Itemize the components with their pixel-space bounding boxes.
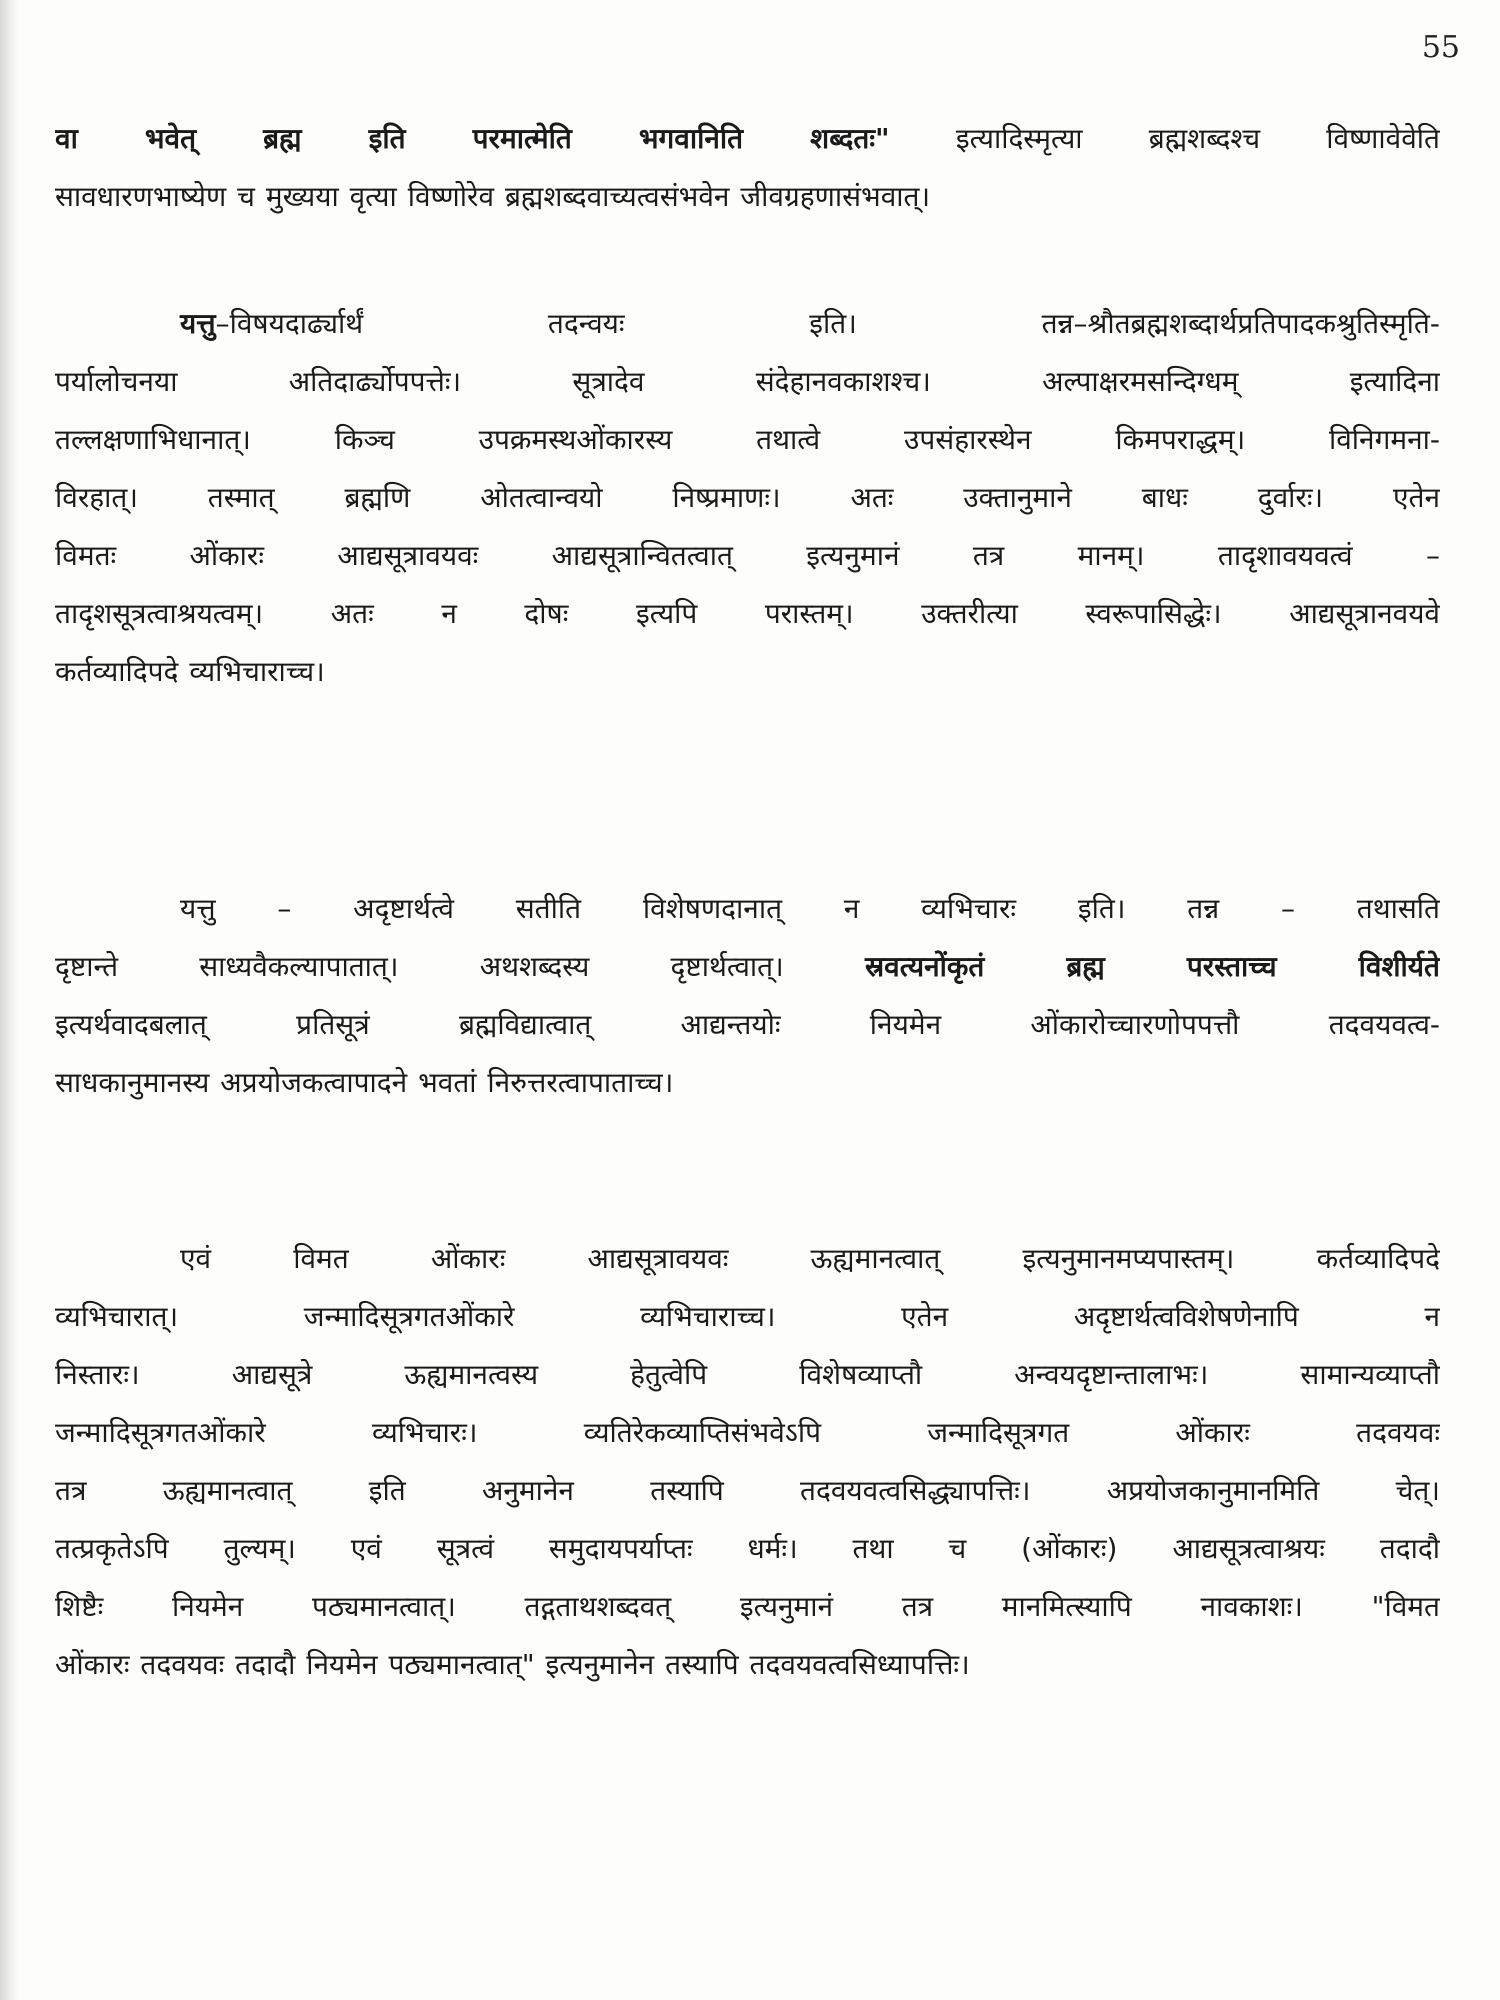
page-edge-shadow <box>0 0 18 2000</box>
paragraph-line: शिष्टैः नियमेन पठ्यमानत्वात्। तद्गताथशब्दवत् इत्यनुमानं तत्र मानमित्स्यापि नावकाशः। "विमत <box>55 1590 1440 1623</box>
bold-lead-word: यत्तु <box>180 307 216 340</box>
paragraph-line: तल्लक्षणाभिधानात्। किञ्च उपक्रमस्थओंकारस्य तथात्वे उपसंहारस्थेन किमपराद्धम्। विनिगमना- <box>55 423 1440 456</box>
paragraph-2 <box>55 295 1440 701</box>
paragraph-line <box>55 295 1440 353</box>
paragraph-line: विरहात्। तस्मात् ब्रह्मणि ओतत्वान्वयो निष्प्रमाणः। अतः उक्तानुमाने बाधः दुर्वारः। एतेन <box>55 481 1440 514</box>
paragraph-line: तत्प्रकृतेऽपि तुल्यम्। एवं सूत्रत्वं समुदायपर्याप्तः धर्मः। तथा च (ओंकारः) आद्यसूत्रत्वाश्रयः तदादौ <box>55 1532 1440 1565</box>
paragraph-line <box>55 938 1440 996</box>
paragraph-4 <box>55 1230 1440 1694</box>
paragraph-line: तादृशसूत्रत्वाश्रयत्वम्। अतः न दोषः इत्यपि परास्तम्। उक्तरीत्या स्वरूपासिद्धेः। आद्यसूत्रानवयवे <box>55 597 1440 630</box>
paragraph-line: एवं विमत ओंकारः आद्यसूत्रावयवः ऊह्यमानत्वात् इत्यनुमानमप्यपास्तम्। कर्तव्यादिपदे <box>180 1242 1440 1275</box>
paragraph-line: जन्मादिसूत्रगतओंकारे व्यभिचारः। व्यतिरेकव्याप्तिसंभवेऽपि जन्मादिसूत्रगत ओंकारः तदवयवः <box>55 1416 1440 1449</box>
paragraph-line: साधकानुमानस्य अप्रयोजकत्वापादने भवतां निरुत्तरत्वापाताच्च। <box>55 1066 674 1099</box>
line-text: –विषयदार्ढ्यार्थं तदन्वयः इति। तन्न–श्रौतब्रह्मशब्दार्थप्रतिपादकश्रुतिस्मृति- <box>215 307 1440 340</box>
paragraph-line: पर्यालोचनया अतिदार्ढ्योपपत्तेः। सूत्रादेव संदेहानवकाशश्च। अल्पाक्षरमसन्दिग्धम् इत्यादिना <box>55 365 1440 398</box>
bold-quote-text: स्रवत्यनोंकृतं ब्रह्म परस्ताच्च विशीर्यते <box>864 950 1440 983</box>
line-text: इत्यादिस्मृत्या ब्रह्मशब्दश्च विष्णावेवेति <box>889 122 1440 155</box>
paragraph-line: यत्तु – अदृष्टार्थत्वे सतीति विशेषणदानात् न व्यभिचारः इति। तन्न – तथासति <box>180 892 1440 925</box>
paragraph-line <box>55 110 1440 168</box>
paragraph-line: निस्तारः। आद्यसूत्रे ऊह्यमानत्वस्य हेतुत्वेपि विशेषव्याप्तौ अन्वयदृष्टान्तालाभः। सामान्यव्याप्तौ <box>55 1358 1440 1391</box>
paragraph-3 <box>55 880 1440 1112</box>
line-text: दृष्टान्ते साध्यवैकल्यापातात्। अथशब्दस्य दृष्टार्थत्वात्। <box>55 950 865 983</box>
bold-quote-text: वा भवेत् ब्रह्म इति परमात्मेति भगवानिति शब्दतः" <box>55 122 890 155</box>
paragraph-line: ओंकारः तदवयवः तदादौ नियमेन पठ्यमानत्वात्" इत्यनुमानेन तस्यापि तदवयवत्वसिध्यापत्तिः। <box>55 1648 970 1681</box>
page-number: 55 <box>1421 30 1460 65</box>
paragraph-line: कर्तव्यादिपदे व्यभिचाराच्च। <box>55 655 325 688</box>
paragraph-line: इत्यर्थवादबलात् प्रतिसूत्रं ब्रह्मविद्यात्वात् आद्यन्तयोः नियमेन ओंकारोच्चारणोपपत्तौ तदवयवत्व- <box>55 1008 1440 1041</box>
paragraph-1 <box>55 110 1440 226</box>
paragraph-line: व्यभिचारात्। जन्मादिसूत्रगतओंकारे व्यभिचाराच्च। एतेन अदृष्टार्थत्वविशेषणेनापि न <box>55 1300 1440 1333</box>
paragraph-line: तत्र ऊह्यमानत्वात् इति अनुमानेन तस्यापि तदवयवत्वसिद्ध्यापत्तिः। अप्रयोजकानुमानमिति चेत्। <box>55 1474 1440 1507</box>
paragraph-line: विमतः ओंकारः आद्यसूत्रावयवः आद्यसूत्रान्वितत्वात् इत्यनुमानं तत्र मानम्। तादृशावयवत्वं – <box>55 539 1440 572</box>
paragraph-line: सावधारणभाष्येण च मुख्यया वृत्या विष्णोरेव ब्रह्मशब्दवाच्यत्वसंभवेन जीवग्रहणासंभवात्। <box>55 180 931 213</box>
